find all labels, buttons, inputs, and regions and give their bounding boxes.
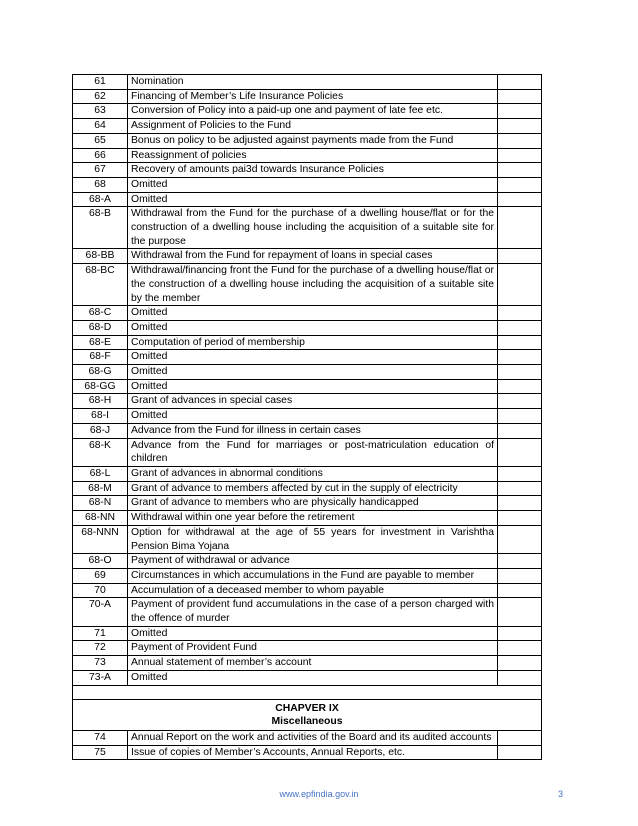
empty-cell (498, 626, 542, 641)
section-number: 68-L (73, 466, 128, 481)
table-row (73, 249, 542, 264)
empty-cell (498, 335, 542, 350)
section-number: 68-GG (73, 379, 128, 394)
section-title: Omitted (128, 365, 498, 380)
empty-cell (498, 306, 542, 321)
section-number: 68-N (73, 496, 128, 511)
empty-cell (498, 119, 542, 134)
empty-cell (498, 438, 542, 466)
table-row (73, 626, 542, 641)
empty-cell (498, 730, 542, 745)
empty-cell (498, 745, 542, 760)
table-row (73, 89, 542, 104)
section-title: Accumulation of a deceased member to whom payable (128, 583, 498, 598)
table-row (73, 511, 542, 526)
chapter-rows (73, 730, 542, 759)
empty-cell (498, 423, 542, 438)
section-number: 68-H (73, 394, 128, 409)
table-row (73, 119, 542, 134)
table-row (73, 335, 542, 350)
table-row (73, 75, 542, 90)
section-number: 66 (73, 148, 128, 163)
section-title: Payment of withdrawal or advance (128, 554, 498, 569)
table-row (73, 423, 542, 438)
empty-cell (498, 481, 542, 496)
section-title: Annual statement of member’s account (128, 656, 498, 671)
section-title: Omitted (128, 409, 498, 424)
section-title: Assignment of Policies to the Fund (128, 119, 498, 134)
empty-cell (498, 583, 542, 598)
section-title: Omitted (128, 350, 498, 365)
empty-cell (498, 409, 542, 424)
empty-cell (498, 89, 542, 104)
empty-cell (498, 264, 542, 306)
section-number: 68-B (73, 207, 128, 249)
empty-cell (498, 554, 542, 569)
section-title: Omitted (128, 177, 498, 192)
section-title: Grant of advances in special cases (128, 394, 498, 409)
table-row (73, 320, 542, 335)
section-number: 73 (73, 656, 128, 671)
section-title: Omitted (128, 379, 498, 394)
section-title: Withdrawal within one year before the retirement (128, 511, 498, 526)
table-row (73, 148, 542, 163)
section-title: Grant of advances in abnormal conditions (128, 466, 498, 481)
table-row (73, 192, 542, 207)
section-title: Annual Report on the work and activities of the Board and its audited accounts (128, 730, 498, 745)
regulations-rows (73, 75, 542, 686)
table-row (73, 379, 542, 394)
empty-cell (498, 75, 542, 90)
section-title: Advance from the Fund for illness in certain cases (128, 423, 498, 438)
empty-cell (498, 192, 542, 207)
empty-cell (498, 104, 542, 119)
section-number: 67 (73, 163, 128, 178)
section-title: Bonus on policy to be adjusted against payments made from the Fund (128, 133, 498, 148)
chapter-heading (73, 699, 542, 730)
table-row (73, 133, 542, 148)
table-row (73, 365, 542, 380)
section-number: 68-J (73, 423, 128, 438)
section-number: 68-A (73, 192, 128, 207)
section-title: Conversion of Policy into a paid-up one and payment of late fee etc. (128, 104, 498, 119)
empty-cell (498, 207, 542, 249)
section-number: 68-K (73, 438, 128, 466)
empty-cell (498, 568, 542, 583)
table-row (73, 177, 542, 192)
section-number: 70 (73, 583, 128, 598)
section-number: 68-BC (73, 264, 128, 306)
section-number: 65 (73, 133, 128, 148)
table-row (73, 481, 542, 496)
section-title: Withdrawal/financing front the Fund for the purchase of a dwelling house/flat or the construction of a dwelling house including the acquisition of a suitable site by the member (128, 264, 498, 306)
section-number: 73-A (73, 670, 128, 685)
section-title: Payment of Provident Fund (128, 641, 498, 656)
spacer-cell (73, 685, 542, 699)
section-title: Recovery of amounts pai3d towards Insurance Policies (128, 163, 498, 178)
regulations-table (72, 74, 542, 760)
section-title: Issue of copies of Member’s Accounts, Annual Reports, etc. (128, 745, 498, 760)
section-number: 68-BB (73, 249, 128, 264)
empty-cell (498, 148, 542, 163)
empty-cell (498, 466, 542, 481)
section-number: 68-G (73, 365, 128, 380)
table-row (73, 496, 542, 511)
section-title: Computation of period of membership (128, 335, 498, 350)
empty-cell (498, 641, 542, 656)
section-number: 69 (73, 568, 128, 583)
section-number: 68-E (73, 335, 128, 350)
empty-cell (498, 133, 542, 148)
table-row (73, 745, 542, 760)
section-title: Advance from the Fund for marriages or post-matriculation education of children (128, 438, 498, 466)
section-number: 70-A (73, 598, 128, 626)
section-title: Option for withdrawal at the age of 55 years for investment in Varishtha Pension Bima Yojana (128, 525, 498, 553)
empty-cell (498, 656, 542, 671)
empty-cell (498, 163, 542, 178)
empty-cell (498, 394, 542, 409)
section-number: 75 (73, 745, 128, 760)
table-row (73, 730, 542, 745)
table-row (73, 306, 542, 321)
section-number: 63 (73, 104, 128, 119)
section-number: 72 (73, 641, 128, 656)
table-row (73, 656, 542, 671)
empty-cell (498, 379, 542, 394)
empty-cell (498, 496, 542, 511)
table-row (73, 554, 542, 569)
section-number: 68-I (73, 409, 128, 424)
chapter-heading-row (73, 699, 542, 730)
section-title: Reassignment of policies (128, 148, 498, 163)
section-number: 62 (73, 89, 128, 104)
section-title: Omitted (128, 670, 498, 685)
section-title: Financing of Member’s Life Insurance Policies (128, 89, 498, 104)
empty-cell (498, 525, 542, 553)
section-title: Withdrawal from the Fund for repayment of loans in special cases (128, 249, 498, 264)
empty-cell (498, 350, 542, 365)
table-row (73, 583, 542, 598)
section-title: Payment of provident fund accumulations in the case of a person charged with the offence of murder (128, 598, 498, 626)
table-row (73, 641, 542, 656)
empty-cell (498, 249, 542, 264)
chapter-title: CHAPVER IX (275, 702, 339, 714)
spacer-row (73, 685, 542, 699)
empty-cell (498, 670, 542, 685)
section-title: Omitted (128, 306, 498, 321)
table-row (73, 670, 542, 685)
section-number: 68-C (73, 306, 128, 321)
section-number: 71 (73, 626, 128, 641)
table-row (73, 525, 542, 553)
section-title: Nomination (128, 75, 498, 90)
section-number: 68 (73, 177, 128, 192)
footer-url[interactable]: www.epfindia.gov.in (279, 789, 359, 799)
table-row (73, 163, 542, 178)
empty-cell (498, 511, 542, 526)
table-row (73, 207, 542, 249)
table-row (73, 409, 542, 424)
table-row (73, 568, 542, 583)
page-number: 3 (558, 789, 564, 799)
section-number: 68-M (73, 481, 128, 496)
section-number: 68-O (73, 554, 128, 569)
section-title: Omitted (128, 192, 498, 207)
table-row (73, 598, 542, 626)
chapter-subtitle: Miscellaneous (271, 716, 343, 728)
section-number: 61 (73, 75, 128, 90)
section-number: 64 (73, 119, 128, 134)
chapter-block (73, 685, 542, 730)
table-row (73, 350, 542, 365)
section-title: Omitted (128, 626, 498, 641)
section-number: 68-D (73, 320, 128, 335)
section-title: Omitted (128, 320, 498, 335)
empty-cell (498, 598, 542, 626)
section-number: 68-NN (73, 511, 128, 526)
section-title: Grant of advance to members affected by cut in the supply of electricity (128, 481, 498, 496)
table-row (73, 394, 542, 409)
table-row (73, 264, 542, 306)
section-title: Circumstances in which accumulations in the Fund are payable to member (128, 568, 498, 583)
empty-cell (498, 177, 542, 192)
section-number: 68-NNN (73, 525, 128, 553)
section-number: 68-F (73, 350, 128, 365)
table-row (73, 466, 542, 481)
section-title: Grant of advance to members who are physically handicapped (128, 496, 498, 511)
table-row (73, 438, 542, 466)
table-row (73, 104, 542, 119)
empty-cell (498, 365, 542, 380)
section-number: 74 (73, 730, 128, 745)
section-title: Withdrawal from the Fund for the purchase of a dwelling house/flat or for the construction of a dwelling house including the acquisition of a suitable site for the purpose (128, 207, 498, 249)
empty-cell (498, 320, 542, 335)
